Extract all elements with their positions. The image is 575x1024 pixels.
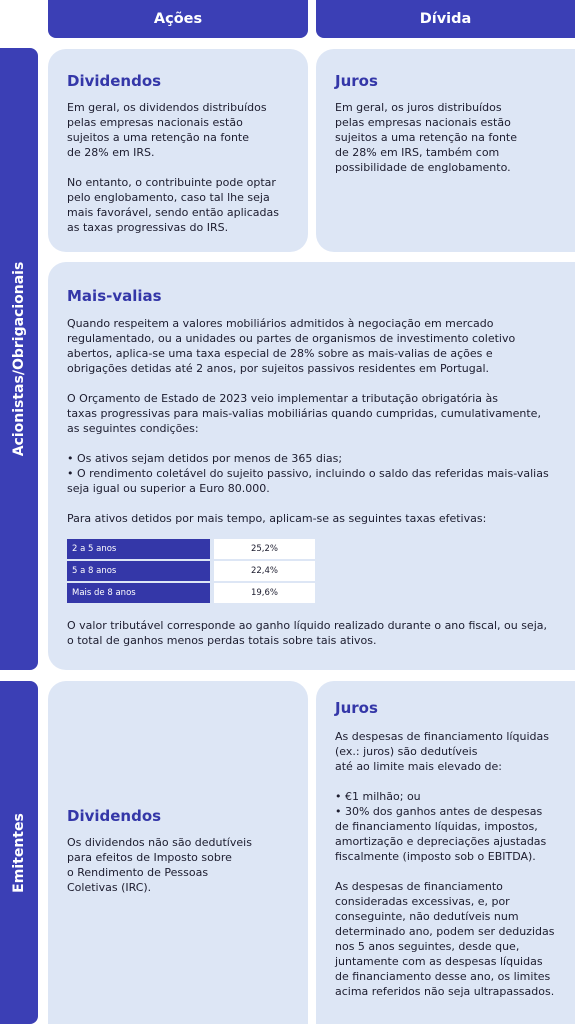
- rate-value: 22,4%: [212, 560, 315, 582]
- list-item: • €1 milhão; ou: [335, 790, 421, 803]
- rate-period: 5 a 8 anos: [67, 560, 212, 582]
- card-dividendos-acionistas: [48, 49, 308, 252]
- list-item: • 30% dos ganhos antes de despesas de financiamento líquidas, impostos, amortização e depreciações ajustadas fiscalmente (imposto sob o EBITDA).: [335, 805, 547, 863]
- column-header-acoes-label: Ações: [153, 11, 203, 27]
- card-paragraph: As despesas de financiamento consideradas excessivas, e, por conseguinte, não dedutíveis num determinado ano, podem ser deduzidas nos 5 anos seguintes, desde que, juntamente com as despesas líquidas de financiamento desse ano, os limites acima referidos não seja ultrapassados.: [335, 880, 555, 998]
- card-paragraph: As despesas de financiamento líquidas (ex.: juros) são dedutíveis até ao limite mais elevado de:: [335, 730, 549, 773]
- rate-value: 19,6%: [212, 582, 315, 604]
- card-paragraph: Quando respeitem a valores mobiliários admitidos à negociação em mercado regulamentado, ou a unidades ou partes de organismos de investimento coletivo abertos, aplica-se uma taxa especial de 28% sobre as mais-valias de ações e obrigações detidas até 2 anos, por sujeitos passivos residentes em Portugal.: [67, 317, 516, 375]
- rates-table: [67, 539, 315, 605]
- card-paragraph: Em geral, os juros distribuídos pelas empresas nacionais estão sujeitos a uma retenção na fonte de 28% em IRS, também com possibilidade de englobamento.: [335, 101, 517, 174]
- row-header-acionistas-label: Acionistas/Obrigacionais: [11, 261, 27, 457]
- card-title: Mais-valias: [67, 287, 162, 305]
- list-item: • Os ativos sejam detidos por menos de 365 dias;: [67, 452, 343, 465]
- conditions-list: [67, 451, 557, 496]
- row-header-emitentes-label: Emitentes: [11, 812, 27, 893]
- card-paragraph: O Orçamento de Estado de 2023 veio implementar a tributação obrigatória às taxas progressivas para mais-valias mobiliárias quando cumpridas, cumulativamente, as seguintes condições:: [67, 392, 541, 435]
- card-title: Dividendos: [67, 72, 162, 90]
- limits-list: [335, 789, 557, 864]
- row-header-emitentes: [0, 681, 38, 1024]
- card-mais-valias: [48, 262, 575, 670]
- rate-value: 25,2%: [212, 539, 315, 560]
- card-juros-acionistas: [316, 49, 575, 252]
- table-row: [67, 539, 315, 560]
- card-juros-emitentes: [316, 681, 575, 1024]
- table-row: [67, 560, 315, 582]
- column-header-divida-label: Dívida: [419, 11, 472, 27]
- card-title: Juros: [335, 72, 378, 90]
- card-dividendos-emitentes: [48, 681, 308, 1024]
- card-paragraph: No entanto, o contribuinte pode optar pelo englobamento, caso tal lhe seja mais favorável, sendo então aplicadas as taxas progressivas do IRS.: [67, 176, 279, 234]
- card-title: Dividendos: [67, 807, 162, 825]
- table-row: [67, 582, 315, 604]
- card-paragraph: O valor tributável corresponde ao ganho líquido realizado durante o ano fiscal, ou seja, o total de ganhos menos perdas totais sobre tais ativos.: [67, 619, 547, 647]
- card-paragraph: Em geral, os dividendos distribuídos pelas empresas nacionais estão sujeitos a uma retenção na fonte de 28% em IRS.: [67, 101, 267, 159]
- card-title: Juros: [335, 699, 378, 717]
- rate-period: 2 a 5 anos: [67, 539, 212, 560]
- card-paragraph: Os dividendos não são dedutíveis para efeitos de Imposto sobre o Rendimento de Pessoas Coletivas (IRC).: [67, 836, 252, 894]
- card-paragraph: Para ativos detidos por mais tempo, aplicam-se as seguintes taxas efetivas:: [67, 512, 487, 525]
- column-header-acoes: [48, 0, 308, 38]
- rate-period: Mais de 8 anos: [67, 582, 212, 604]
- column-header-divida: [316, 0, 575, 38]
- list-item: • O rendimento coletável do sujeito passivo, incluindo o saldo das referidas mais-valias seja igual ou superior a Euro 80.000.: [67, 467, 549, 495]
- row-header-acionistas: [0, 48, 38, 670]
